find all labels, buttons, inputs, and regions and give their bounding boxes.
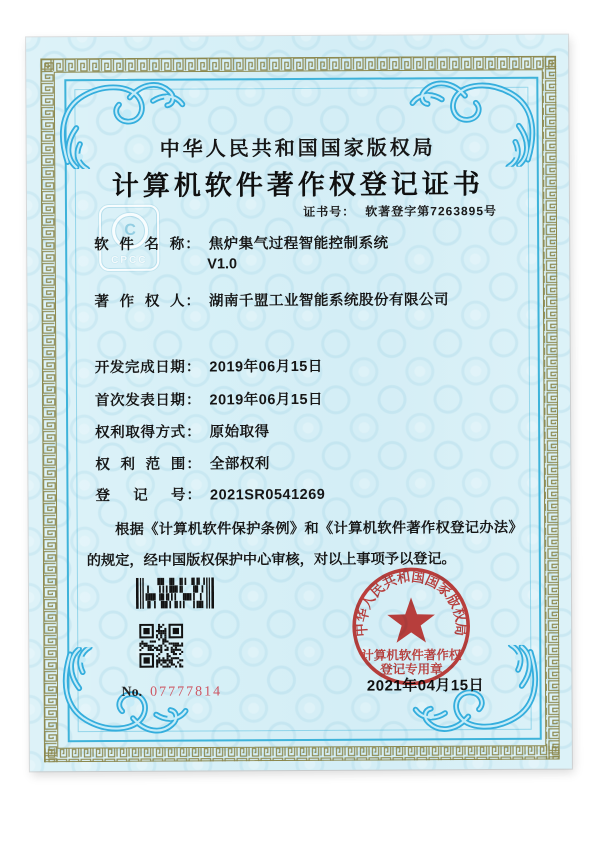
field-row-software-name — [94, 232, 389, 254]
pdf417-barcode — [136, 577, 214, 608]
field-value: 湖南千盟工业智能系统股份有限公司 — [208, 292, 450, 310]
field-value: 2019年06月15日 — [209, 358, 323, 376]
cpcc-watermark-label: CPCC — [111, 254, 148, 266]
certificate-number-label: 证书号： — [303, 204, 356, 219]
field-label: 著作权人 — [94, 293, 185, 311]
seal-line2: 登记专用章 — [380, 662, 443, 677]
field-label: 开发完成日期 — [94, 359, 185, 377]
qr-code — [139, 624, 183, 668]
field-colon: ： — [185, 359, 201, 376]
field-label: 首次发表日期 — [94, 392, 186, 410]
authority-name: 中华人民共和国国家版权局 — [159, 137, 436, 161]
field-value: 2021SR0541269 — [209, 486, 326, 504]
field-label: 软件名称 — [94, 236, 185, 254]
field-value: 全部权利 — [209, 456, 270, 473]
issue-date: 2021年04月15日 — [366, 677, 485, 695]
official-red-seal — [349, 564, 474, 689]
field-value: 焦炉集气过程智能控制系统 — [208, 235, 389, 253]
serial-prefix: No. — [121, 684, 143, 700]
seal-line1: 计算机软件著作权 — [361, 648, 462, 663]
field-colon: ： — [185, 236, 200, 253]
field-value: 2019年06月15日 — [209, 391, 324, 409]
registration-statement: 根据《计算机软件保护条例》和《计算机软件著作权登记办法》的规定，经中国版权保护中心审核，对以上事项予以登记。 — [86, 519, 523, 570]
certificate-number-value: 软著登字第7263895号 — [365, 203, 498, 219]
field-row-first-publish-date — [95, 388, 323, 409]
field-label: 登记号 — [95, 487, 186, 505]
seal-ring-text: 中华人民共和国国家版权局 — [352, 567, 470, 639]
serial-number-line — [121, 682, 222, 701]
software-version: V1.0 — [207, 256, 238, 273]
serial-number: 07777814 — [150, 684, 223, 700]
field-row-registration-number — [95, 483, 325, 504]
field-colon: ： — [186, 424, 201, 441]
field-colon: ： — [185, 392, 201, 409]
field-label: 权利范围 — [95, 456, 186, 474]
field-value: 原始取得 — [209, 424, 270, 441]
field-row-rights-acquisition — [95, 420, 270, 441]
cpcc-watermark-logo-icon: C — [112, 213, 148, 249]
field-row-copyright-owner — [94, 288, 449, 310]
certificate-number-line — [303, 202, 497, 220]
seal-star-icon — [387, 597, 435, 642]
field-colon: ： — [186, 487, 202, 504]
field-colon: ： — [185, 293, 201, 310]
field-row-rights-scope — [95, 452, 270, 473]
certificate-paper — [26, 35, 572, 772]
certificate-title: 计算机软件著作权登记证书 — [111, 169, 484, 201]
field-row-dev-complete-date — [95, 355, 323, 376]
field-label: 权利取得方式 — [95, 424, 186, 442]
field-colon: ： — [186, 456, 201, 473]
